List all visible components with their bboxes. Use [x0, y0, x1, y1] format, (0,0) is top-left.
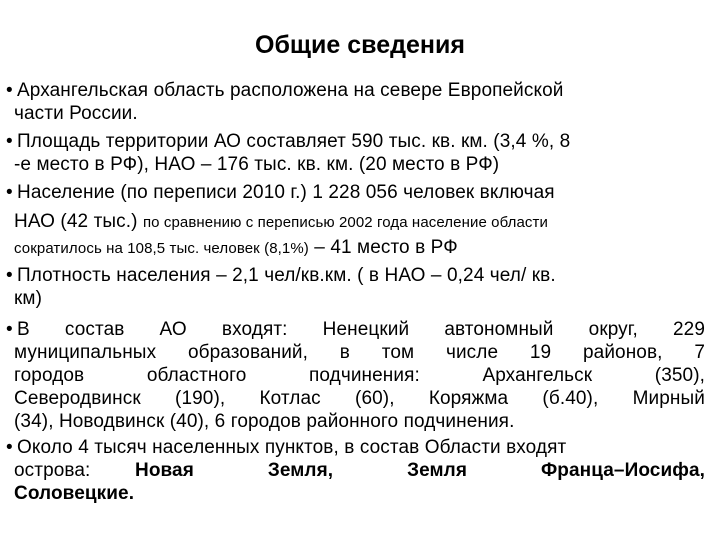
- text-line: [14, 460, 705, 482]
- text-line: км): [14, 288, 43, 309]
- bullet-marker: •: [6, 265, 13, 286]
- text-line: [14, 211, 548, 234]
- text-line: части России.: [14, 103, 138, 124]
- text-run: острова:: [14, 460, 91, 481]
- text-line: Около 4 тысяч населенных пунктов, в состав Области входят: [17, 437, 567, 458]
- text-run-small: по сравнению с переписью 2002 года население области: [142, 214, 548, 231]
- text-line: -е место в РФ), НАО – 176 тыс. кв. км. (20 место в РФ): [14, 154, 500, 175]
- text-line: Площадь территории АО составляет 590 тыс. кв. км. (3,4 %, 8: [17, 131, 571, 152]
- text-line: муниципальных образований, в том числе 19 районов, 7: [14, 342, 705, 363]
- bullet-marker: •: [6, 437, 13, 458]
- bullet-marker: •: [6, 319, 13, 340]
- text-line: городов областного подчинения: Архангельск (350),: [14, 365, 705, 386]
- bullet-marker: •: [6, 131, 13, 152]
- text-line: [14, 237, 458, 260]
- text-line: Соловецкие.: [14, 483, 135, 504]
- text-line: Северодвинск (190), Котлас (60), Коряжма (б.40), Мирный: [14, 388, 705, 409]
- text-line: Плотность населения – 2,1 чел/кв.км. ( в НАО – 0,24 чел/ кв.: [17, 265, 556, 286]
- text-run-small: сократилось на 108,5 тыс. человек (8,1%): [14, 240, 309, 257]
- text-line: Архангельская область расположена на севере Европейской: [17, 80, 564, 101]
- text-line: (34), Новодвинск (40), 6 городов районного подчинения.: [14, 411, 515, 432]
- slide-title: Общие сведения: [255, 31, 465, 59]
- bullet-marker: •: [6, 80, 13, 101]
- text-line: В состав АО входят: Ненецкий автономный округ, 229: [17, 319, 705, 340]
- text-line: Население (по переписи 2010 г.) 1 228 056 человек включая: [17, 182, 555, 203]
- text-run-bold: Новая Земля, Земля Франца–Иосифа,: [135, 460, 705, 481]
- text-run: – 41 место в РФ: [314, 237, 458, 258]
- text-run: НАО (42 тыс.): [14, 211, 138, 232]
- bullet-marker: •: [6, 182, 13, 203]
